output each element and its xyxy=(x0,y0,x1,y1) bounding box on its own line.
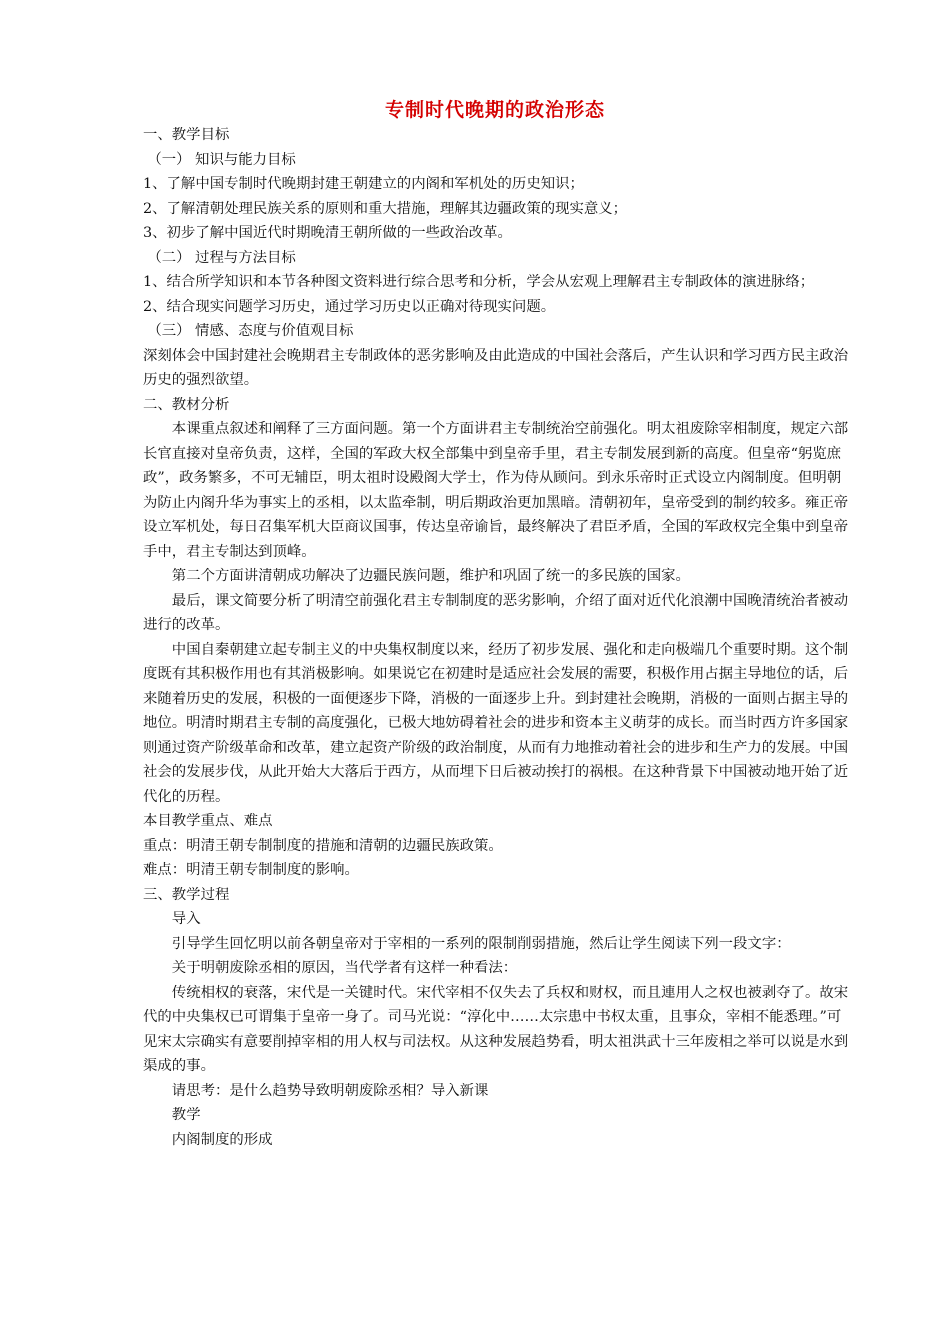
paragraph: 本课重点叙述和阐释了三方面问题。第一个方面讲君主专制统治空前强化。明太祖废除宰相制度，规定六部长官直接对皇帝负责，这样，全国的军政大权全部集中到皇帝手里，君主专制发展到新的高度。但皇帝“躬览庶政”，政务繁多，不可无辅臣，明太祖时设殿阁大学士，作为侍从顾问。到永乐帝时正式设立内阁制度。但明朝为防止内阁升华为事实上的丞相，以太监牵制，明后期政治更加黑暗。清朝初年，皇帝受到的制约较多。雍正帝设立军机处，每日召集军机大臣商议国事，传达皇帝谕旨，最终解决了君臣矛盾，全国的军政权完全集中到皇帝手中，君主专制达到顶峰。 xyxy=(143,421,849,560)
paragraph: 关于明朝废除丞相的原因，当代学者有这样一种看法： xyxy=(171,960,518,976)
paragraph: 引导学生回忆明以前各朝皇帝对于宰相的一系列的限制削弱措施，然后让学生阅读下列一段文字： xyxy=(171,935,791,952)
paragraph: 传统相权的衰落，宋代是一关键时代。宋代宰相不仅失去了兵权和财权，而且連用人之权也被剥夺了。故宋代的中央集权已可谓集于皇帝一身了。司马光说：“淳化中……太宗患中书权太重，且事众，宰相不能悉理。”可见宋太宗确实有意要削掉宰相的用人权与司法权。从这种发展趋势看，明太祖洪武十三年废相之举可以说是水到渠成的事。 xyxy=(143,984,849,1074)
paragraph: 1、结合所学知识和本节各种图文资料进行综合思考和分析，学会从宏观上理解君主专制政体的演进脉络； xyxy=(143,274,815,290)
paragraph: 二、教材分析 xyxy=(143,396,230,413)
paragraph: 2、结合现实问题学习历史，通过学习历史以正确对待现实问题。 xyxy=(143,298,556,315)
paragraph: 三、教学过程 xyxy=(143,886,230,903)
paragraph: 导入 xyxy=(171,911,201,927)
paragraph: 请思考：是什么趋势导致明朝废除丞相？导入新课 xyxy=(171,1082,489,1099)
paragraph: 最后，课文简要分析了明清空前强化君主专制制度的恶劣影响，介绍了面对近代化浪潮中国晚清统治者被动进行的改革。 xyxy=(143,592,849,633)
paragraph: 重点：明清王朝专制制度的措施和清朝的边疆民族政策。 xyxy=(143,837,503,854)
paragraph: 2、了解清朝处理民族关系的原则和重大措施，理解其边疆政策的现实意义； xyxy=(143,200,628,217)
paragraph: 教学 xyxy=(171,1107,201,1123)
paragraph: （一） 知识与能力目标 xyxy=(147,151,296,168)
paragraph: 内阁制度的形成 xyxy=(171,1131,273,1148)
paragraph: 3、初步了解中国近代时期晚清王朝所做的一些政治改革。 xyxy=(143,225,512,241)
paragraph: 深刻体会中国封建社会晚期君主专制政体的恶劣影响及由此造成的中国社会落后，产生认识和学习西方民主政治历史的强烈欲望。 xyxy=(143,347,849,388)
paragraph: 难点：明清王朝专制制度的影响。 xyxy=(143,862,359,878)
paragraph: 中国自秦朝建立起专制主义的中央集权制度以来，经历了初步发展、强化和走向极端几个重要时期。这个制度既有其积极作用也有其消极影响。如果说它在初建时是适应社会发展的需要，积极作用占据主导地位的话，后来随着历史的发展，积极的一面便逐步下降，消极的一面逐步上升。到封建社会晚期，消极的一面则占据主导的地位。明清时期君主专制的高度强化，已极大地妨碍着社会的进步和资本主义萌芽的成长。而当时西方许多国家则通过资产阶级革命和改革，建立起资产阶级的政治制度，从而有力地推动着社会的进步和生产力的发展。中国社会的发展步伐，从此开始大大落后于西方，从而埋下日后被动挨打的祸根。在这种背景下中国被动地开始了近代化的历程。 xyxy=(143,641,849,805)
paragraph: 一、教学目标 xyxy=(143,127,230,143)
document-body xyxy=(143,123,855,1152)
paragraph: （三） 情感、态度与价值观目标 xyxy=(147,323,354,339)
paragraph: （二） 过程与方法目标 xyxy=(147,249,296,266)
paragraph: 第二个方面讲清朝成功解决了边疆民族问题，维护和巩固了统一的多民族的国家。 xyxy=(171,568,690,584)
paragraph: 1、了解中国专制时代晚期封建王朝建立的内阁和军机处的历史知识； xyxy=(143,176,584,192)
paragraph: 本目教学重点、难点 xyxy=(143,813,273,829)
document-title: 专制时代晚期的政治形态 xyxy=(384,99,605,121)
